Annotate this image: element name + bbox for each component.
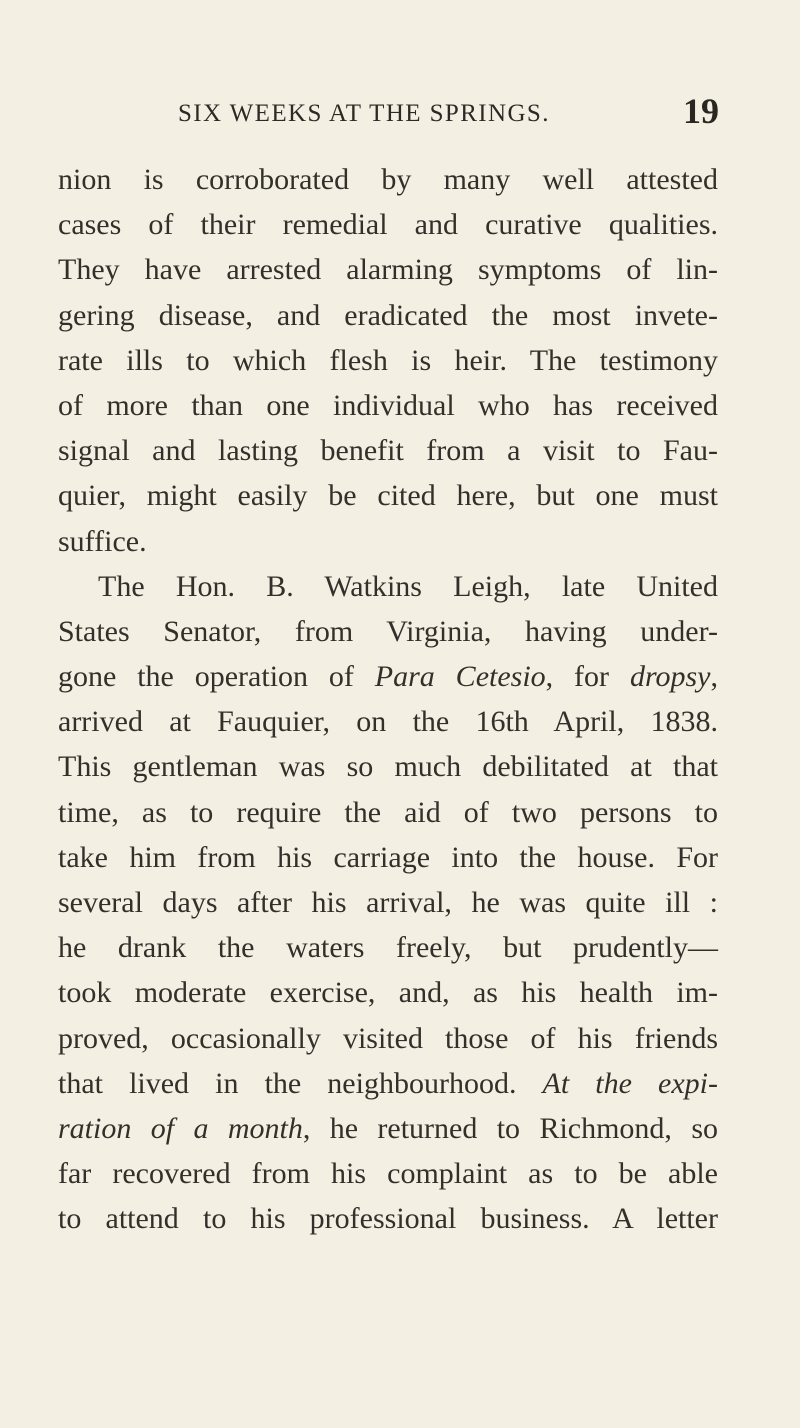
italic-text-segment: At the expi- (542, 1066, 718, 1100)
text-line (58, 1061, 718, 1106)
text-segment: The Hon. B. Watkins Leigh, late United (98, 569, 718, 603)
text-line (58, 293, 718, 338)
text-line (58, 790, 718, 835)
italic-text-segment: ration of a month (58, 1111, 303, 1145)
text-line (58, 564, 718, 609)
text-line (58, 1016, 718, 1061)
text-line (58, 1151, 718, 1196)
text-line (58, 925, 718, 970)
text-segment: , for (545, 660, 630, 694)
text-segment: suffice. (58, 524, 147, 558)
body-text (58, 157, 718, 1242)
text-line (58, 428, 718, 473)
text-segment: They have arrested alarming symptoms of lin- (58, 253, 718, 287)
text-line (58, 202, 718, 247)
text-line (58, 383, 718, 428)
text-segment: gering disease, and eradicated the most invete- (58, 298, 718, 332)
text-segment: of more than one individual who has received (58, 388, 718, 422)
italic-text-segment: Para Cetesio (374, 660, 546, 694)
text-segment: signal and lasting benefit from a visit to Fau- (58, 434, 718, 468)
text-segment: that lived in the neighbourhood. (58, 1066, 543, 1100)
text-segment: This gentleman was so much debilitated at that (58, 750, 718, 784)
text-line (58, 835, 718, 880)
text-segment: he drank the waters freely, but prudently— (58, 931, 718, 965)
text-segment: , (710, 660, 718, 694)
page-number: 19 (683, 91, 719, 131)
text-line (58, 744, 718, 789)
text-line (58, 338, 718, 383)
running-title: SIX WEEKS AT THE SPRINGS. (178, 100, 550, 127)
italic-text-segment: dropsy (629, 660, 711, 694)
page-header (0, 92, 800, 132)
text-segment: gone the operation of (58, 660, 375, 694)
text-segment: time, as to require the aid of two persons to (58, 795, 718, 829)
text-segment: take him from his carriage into the house. For (58, 840, 718, 874)
text-segment: arrived at Fauquier, on the 16th April, 1838. (58, 705, 718, 739)
text-segment: several days after his arrival, he was quite ill : (58, 886, 718, 919)
text-segment: far recovered from his complaint as to be able (58, 1157, 718, 1191)
text-line (58, 519, 718, 564)
text-line (58, 1196, 718, 1241)
text-line (58, 473, 718, 518)
text-line (58, 157, 718, 202)
text-line (58, 970, 718, 1015)
text-segment: , he returned to Richmond, so (302, 1111, 718, 1145)
text-segment: rate ills to which flesh is heir. The testimony (58, 343, 718, 377)
text-segment: nion is corroborated by many well attested (58, 163, 718, 196)
text-segment: to attend to his professional business. A letter (58, 1202, 718, 1236)
text-line (58, 699, 718, 744)
text-line (58, 247, 718, 292)
text-line (58, 1106, 718, 1151)
text-line (58, 654, 718, 699)
text-segment: proved, occasionally visited those of his friends (58, 1021, 718, 1055)
text-line (58, 609, 718, 654)
text-segment: quier, might easily be cited here, but one must (58, 479, 718, 513)
text-segment: cases of their remedial and curative qualities. (58, 208, 718, 242)
text-line (58, 880, 718, 925)
text-segment: took moderate exercise, and, as his health im- (58, 976, 718, 1010)
text-segment: States Senator, from Virginia, having under- (58, 614, 718, 648)
